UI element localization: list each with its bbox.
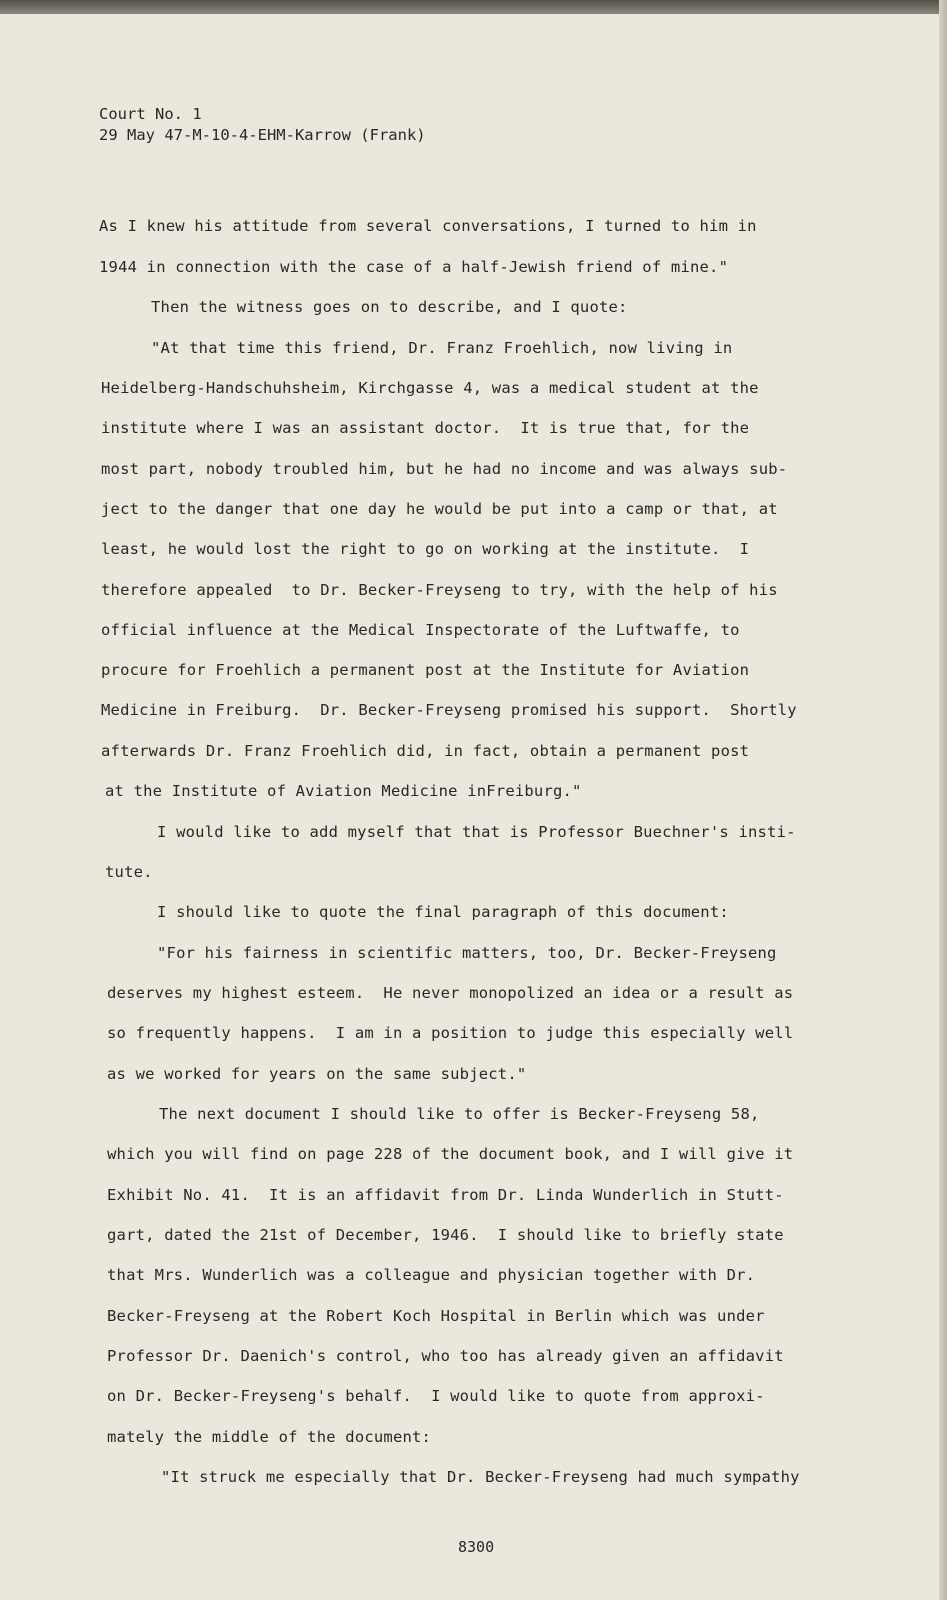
scan-top-border [0, 0, 947, 14]
text-line: 1944 in connection with the case of a half-Jewish friend of mine." [99, 258, 729, 276]
text-line: which you will find on page 228 of the document book, and I will give it [107, 1145, 794, 1163]
text-line: so frequently happens. I am in a position to judge this especially well [107, 1024, 794, 1042]
text-line: Professor Dr. Daenich's control, who too has already given an affidavit [107, 1347, 784, 1365]
text-line: Exhibit No. 41. It is an affidavit from Dr. Linda Wunderlich in Stutt- [107, 1186, 784, 1204]
text-line: tute. [105, 863, 153, 881]
court-number: Court No. 1 [99, 105, 202, 123]
text-line: official influence at the Medical Inspectorate of the Luftwaffe, to [101, 621, 740, 639]
text-line: that Mrs. Wunderlich was a colleague and physician together with Dr. [107, 1266, 756, 1284]
text-line: "For his fairness in scientific matters, too, Dr. Becker-Freyseng [157, 944, 777, 962]
text-line: Medicine in Freiburg. Dr. Becker-Freyseng promised his support. Shortly [101, 701, 797, 719]
text-line: I would like to add myself that that is Professor Buechner's insti- [157, 823, 796, 841]
text-line: The next document I should like to offer is Becker-Freyseng 58, [159, 1105, 760, 1123]
text-line: therefore appealed to Dr. Becker-Freyseng to try, with the help of his [101, 581, 778, 599]
text-line: Becker-Freyseng at the Robert Koch Hospital in Berlin which was under [107, 1307, 765, 1325]
text-line: As I knew his attitude from several conversations, I turned to him in [99, 217, 757, 235]
text-line: institute where I was an assistant doctor. It is true that, for the [101, 419, 750, 437]
text-line: as we worked for years on the same subject." [107, 1065, 527, 1083]
text-line: procure for Froehlich a permanent post at the Institute for Aviation [101, 661, 750, 679]
text-line: mately the middle of the document: [107, 1428, 432, 1446]
text-line: on Dr. Becker-Freyseng's behalf. I would like to quote from approxi- [107, 1387, 765, 1405]
scan-right-edge [939, 0, 947, 1600]
text-line: I should like to quote the final paragraph of this document: [157, 903, 729, 921]
text-line: afterwards Dr. Franz Froehlich did, in fact, obtain a permanent post [101, 742, 750, 760]
text-line: at the Institute of Aviation Medicine inFreiburg." [105, 782, 582, 800]
text-line: gart, dated the 21st of December, 1946. I should like to briefly state [107, 1226, 784, 1244]
text-line: "At that time this friend, Dr. Franz Froehlich, now living in [151, 339, 733, 357]
text-line: most part, nobody troubled him, but he had no income and was always sub- [101, 460, 788, 478]
text-line: Then the witness goes on to describe, and I quote: [151, 298, 628, 316]
text-line: "It struck me especially that Dr. Becker-Freyseng had much sympathy [161, 1468, 800, 1486]
page-number: 8300 [458, 1538, 495, 1556]
text-line: ject to the danger that one day he would be put into a camp or that, at [101, 500, 778, 518]
text-line: deserves my highest esteem. He never monopolized an idea or a result as [107, 984, 794, 1002]
text-line: Heidelberg-Handschuhsheim, Kirchgasse 4, was a medical student at the [101, 379, 759, 397]
transcript-reference: 29 May 47-M-10-4-EHM-Karrow (Frank) [99, 126, 426, 144]
document-header [99, 104, 426, 146]
text-line: least, he would lost the right to go on working at the institute. I [101, 540, 750, 558]
